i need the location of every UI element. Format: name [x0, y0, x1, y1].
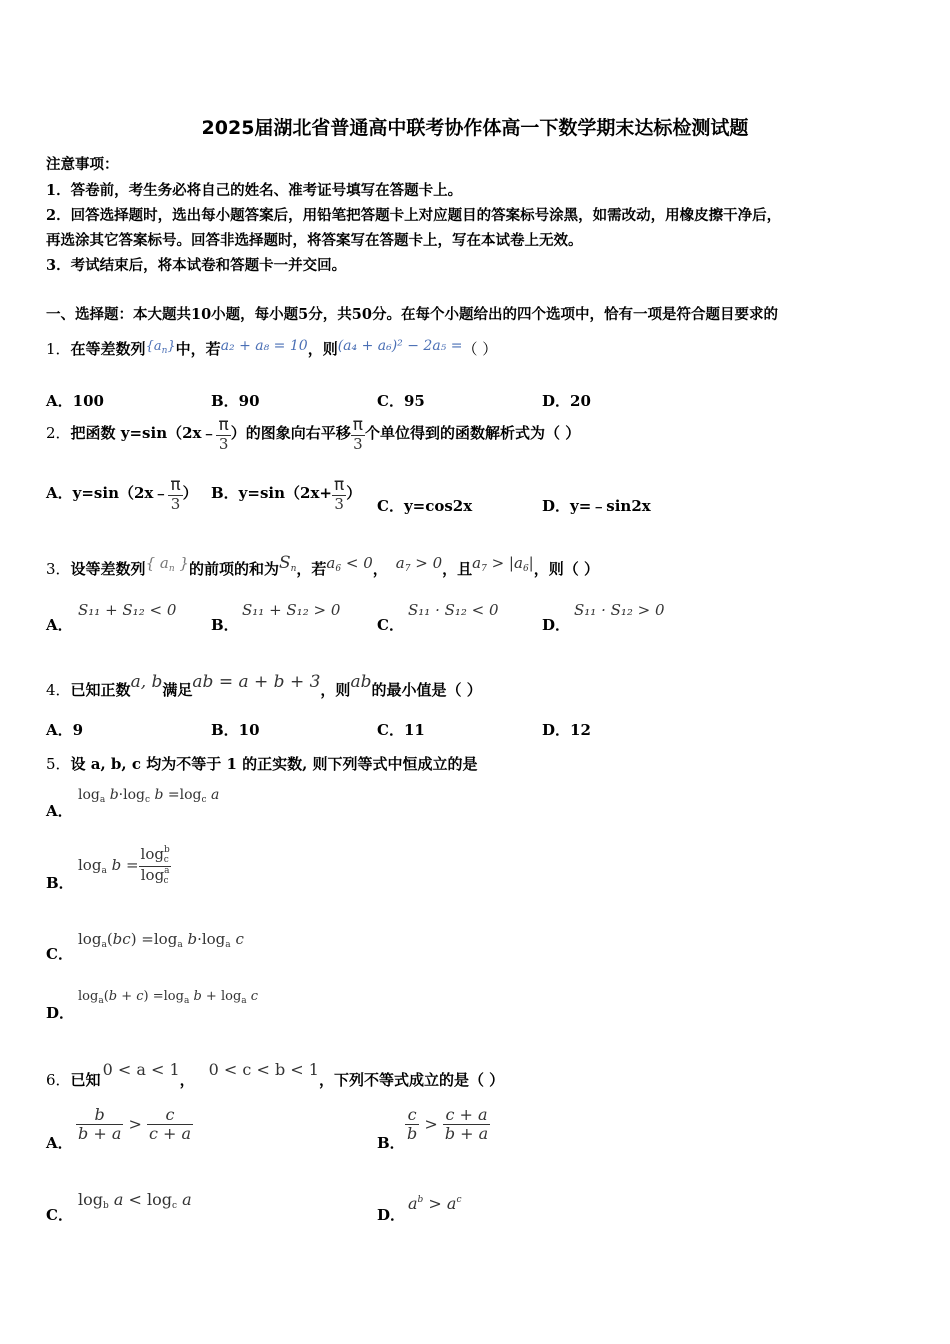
notice-item-2b: 再选涂其它答案标号。回答非选择题时，将答案写在答题卡上，写在本试卷上无效。 [46, 232, 583, 249]
option-a: A．y=sin（2x﹣ $\frac{\pi}{3}$ ） [46, 475, 198, 513]
question-6: 6．已知0 < a < 1，0 < c < b < 1，下列不等式成立的是（ ） [46, 1060, 505, 1089]
question-number: 6． [46, 1071, 71, 1089]
option-c-formula: $\log_b a < \log_c a$ [78, 1190, 192, 1211]
option-c-label: C． [46, 1206, 73, 1224]
option-d-label: D． [46, 1004, 75, 1022]
option-b: B．y=sin（2x+ $\frac{\pi}{3}$ ） [211, 475, 362, 513]
fraction-pi-over-3: $\frac{\pi}{3}$ [352, 415, 363, 453]
option-b-label: B． [377, 1134, 405, 1152]
notice-item-3: 3．考试结束后，将本试卷和答题卡一并交回。 [46, 257, 347, 274]
question-number: 1． [46, 340, 71, 358]
option-d: D．y=﹣sin2x [542, 497, 651, 515]
option-a-formula: $\log_a b\cdot\log_c$ $b =\log_c$ a [78, 787, 220, 805]
option-c: C．y=cos2x [377, 497, 473, 515]
fraction-pi-over-3: $\frac{\pi}{3}$ [218, 415, 229, 453]
option-d-label: D． [377, 1206, 406, 1224]
condition-formula-1: 0 < a < 1 [102, 1060, 180, 1079]
condition-formula: a₂ + a₈ = 10 [220, 338, 308, 354]
notice-item-2a: 2．回答选择题时，选出每小题答案后，用铅笔把答题卡上对应题目的答案标号涂黑，如需改动，用橡皮擦干净后， [46, 207, 782, 224]
option-c-label: C． [46, 945, 73, 963]
option-a-formula: $\frac{b}{b + a}$ > $\frac{c}{c + a}$ [78, 1105, 192, 1143]
option-c-formula: $\log_a(bc) =\log_a$ $b\cdot\log_a$ c [78, 930, 244, 950]
question-number: 3． [46, 560, 71, 578]
option-b: B．90 [211, 392, 260, 410]
option-a: A．100 [46, 392, 104, 410]
option-a: A．9 [46, 721, 84, 739]
option-b-label: B． [46, 874, 74, 892]
question-4: 4．已知正数a, b满足ab = a + b + 3，则ab的最小值是（ ） [46, 672, 482, 699]
section-heading: 一、选择题：本大题共10小题，每小题5分，共50分。在每个小题给出的四个选项中，恰有一项是符合题目要求的 [46, 306, 778, 323]
option-c-label: C． [377, 616, 404, 634]
question-number: 2． [46, 424, 71, 443]
question-2: 2．把函数 y=sin（2x﹣ $\frac{\pi}{3}$ ）的图象向右平移 $\frac{\pi}{3}$ 个单位得到的函数解析式为（ ） [46, 415, 581, 453]
question-5: 5．设 a, b, c 均为不等于 1 的正实数, 则下列等式中恒成立的是 [46, 755, 478, 773]
page-title: 2025届湖北省普通高中联考协作体高一下数学期末达标检测试题 [201, 117, 749, 139]
option-b-formula: $\log_a b$ = $\frac{\log^b_c}{\log^a_c}$ [78, 845, 170, 886]
option-d: D．12 [542, 721, 591, 739]
option-a-label: A． [46, 1134, 73, 1152]
option-a-label: A． [46, 616, 73, 634]
question-number: 4． [46, 681, 71, 699]
option-d-formula: S₁₁ · S₁₂ > 0 [574, 601, 665, 619]
option-a-label: A． [46, 802, 73, 820]
option-b-label: B． [211, 616, 239, 634]
condition-formula-2: 0 < c < b < 1 [208, 1060, 319, 1079]
option-c-formula: S₁₁ · S₁₂ < 0 [408, 601, 499, 619]
notice-heading: 注意事项： [46, 156, 119, 173]
option-d-formula: $a^b > a^c$ [408, 1194, 462, 1213]
notice-item-1: 1．答卷前，考生务必将自己的姓名、准考证号填写在答题卡上。 [46, 182, 463, 199]
option-d-label: D． [542, 616, 571, 634]
condition-formula: ab = a + b + 3 [192, 672, 321, 692]
expression-formula: (a₄ + a₆)² − 2a₅ = [337, 338, 463, 354]
question-number: 5． [46, 755, 71, 773]
option-d: D．20 [542, 392, 591, 410]
option-b-formula: S₁₁ + S₁₂ > 0 [242, 601, 341, 619]
option-c: C．95 [377, 392, 425, 410]
option-a-formula: S₁₁ + S₁₂ < 0 [78, 601, 177, 619]
question-1: 1．在等差数列$\{a_n\}$中，若a₂ + a₈ = 10，则(a₄ + a₆)² − 2a₅ =（ ） [46, 338, 498, 358]
question-3: 3．设等差数列{ $a_n$ }的前项的和为$S_n$，若$a_6 < 0$， $a_7 > 0$，且$a_7 > |a_6|$，则（ ） [46, 553, 599, 578]
option-b: B．10 [211, 721, 260, 739]
option-b-formula: $\frac{c}{b}$ > $\frac{c + a}{b + a}$ [407, 1105, 489, 1143]
option-c: C．11 [377, 721, 425, 739]
option-d-formula: $\log_a(b + c) =\log_a$ $b + \log_a c$ [78, 989, 259, 1006]
